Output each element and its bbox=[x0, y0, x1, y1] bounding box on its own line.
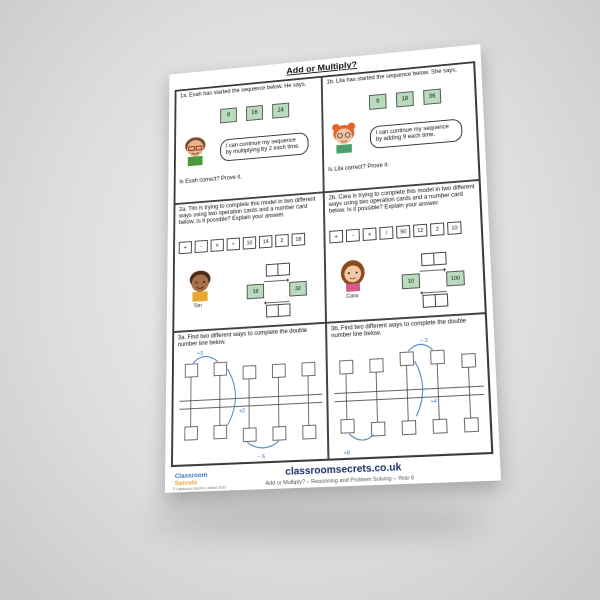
card: / bbox=[379, 226, 393, 240]
card: 2 bbox=[430, 222, 445, 236]
question-3b bbox=[326, 313, 492, 460]
answer-box bbox=[433, 252, 447, 266]
copyright: © Classroom Secrets Limited 2020 bbox=[172, 485, 226, 492]
model-value: 10 bbox=[402, 273, 421, 289]
character-name: Cara bbox=[346, 293, 359, 300]
sequence bbox=[220, 103, 289, 124]
model-value: 32 bbox=[289, 281, 307, 297]
girl-character-icon bbox=[329, 120, 359, 154]
sequence-box: 9 bbox=[369, 94, 387, 110]
operation-cards bbox=[179, 233, 305, 255]
question-prompt: Is Esah correct? Prove it. bbox=[179, 174, 242, 186]
speech-bubble: I can continue my sequence by multiplying by 2 each time. bbox=[220, 132, 309, 162]
card: x bbox=[363, 227, 377, 241]
card: + bbox=[179, 241, 192, 254]
question-1a bbox=[175, 77, 324, 204]
logo-text-1: Classroom bbox=[174, 471, 208, 481]
operation-label: x2 bbox=[239, 408, 246, 415]
answer-box bbox=[277, 263, 290, 276]
arrows-icon bbox=[264, 276, 289, 307]
question-3a bbox=[172, 323, 328, 466]
question-text: 1b. Lila has started the sequence below. She says, bbox=[326, 67, 457, 86]
question-2b bbox=[324, 180, 486, 323]
question-grid bbox=[171, 61, 493, 467]
sequence-box: 8 bbox=[220, 107, 237, 123]
model-value: 100 bbox=[446, 270, 465, 286]
sequence bbox=[369, 89, 441, 110]
worksheet-title: Add or Multiply? bbox=[286, 59, 358, 77]
double-number-line bbox=[173, 342, 329, 465]
cara-character-icon bbox=[338, 257, 368, 292]
card: 10 bbox=[243, 236, 256, 249]
operation-label: +8 bbox=[343, 450, 351, 457]
card: - bbox=[195, 240, 208, 253]
question-text: 2b. Cara is trying to complete this model in two different ways using two operation cards and a number card below. Is it possible? Explain your answer. bbox=[328, 184, 475, 215]
sequence-box: 16 bbox=[246, 105, 263, 121]
sheet-shadow bbox=[150, 505, 490, 535]
card: - bbox=[346, 229, 360, 243]
question-text: 3b. Find two different ways to complete the double number line below. bbox=[331, 318, 467, 340]
speech-bubble: I can continue my sequence by adding 9 each time. bbox=[370, 118, 463, 148]
boy-character-icon bbox=[181, 133, 209, 166]
question-text: 2a. Tim is trying to complete this model in two different ways using two operation cards and a number card below. Is it possible? Explain your answer. bbox=[178, 196, 316, 227]
card: 18 bbox=[292, 233, 306, 246]
question-prompt: Is Lila correct? Prove it. bbox=[328, 162, 390, 174]
operation-label: − 6 bbox=[257, 454, 265, 461]
footer-subtitle: Add or Multiply? – Reasoning and Problem Solving – Year 6 bbox=[265, 475, 415, 488]
tim-character-icon bbox=[186, 268, 215, 302]
card: 90 bbox=[396, 225, 410, 239]
card: ÷ bbox=[227, 238, 240, 251]
sequence-box: 18 bbox=[396, 91, 414, 107]
operation-label: +3 bbox=[196, 350, 203, 357]
operation-label: +4 bbox=[430, 398, 437, 406]
card: 2 bbox=[275, 234, 289, 247]
card: 12 bbox=[413, 224, 427, 238]
character-name: Tim bbox=[193, 303, 202, 310]
sequence-box: 36 bbox=[423, 89, 441, 105]
question-1b bbox=[322, 62, 480, 192]
brand-url: classroomsecrets.co.uk bbox=[285, 461, 402, 478]
question-2a bbox=[173, 192, 326, 332]
answer-box bbox=[278, 303, 291, 317]
card: + bbox=[329, 230, 343, 243]
sequence-box: 24 bbox=[272, 103, 289, 119]
arrows-icon bbox=[419, 266, 446, 297]
question-text: 1a. Esah has started the sequence below. He says, bbox=[180, 81, 307, 100]
card: x bbox=[211, 239, 224, 252]
card: 10 bbox=[447, 221, 462, 235]
operation-cards bbox=[329, 221, 461, 243]
operation-label: − 2 bbox=[419, 337, 429, 345]
logo-text-2: Secrets bbox=[174, 478, 198, 488]
question-text: 3a. Find two different ways to complete the double number line below. bbox=[177, 327, 308, 349]
answer-box bbox=[435, 293, 449, 307]
double-number-line bbox=[327, 332, 493, 458]
card: 14 bbox=[259, 235, 272, 248]
model-value: 18 bbox=[247, 284, 264, 300]
worksheet bbox=[165, 44, 501, 493]
